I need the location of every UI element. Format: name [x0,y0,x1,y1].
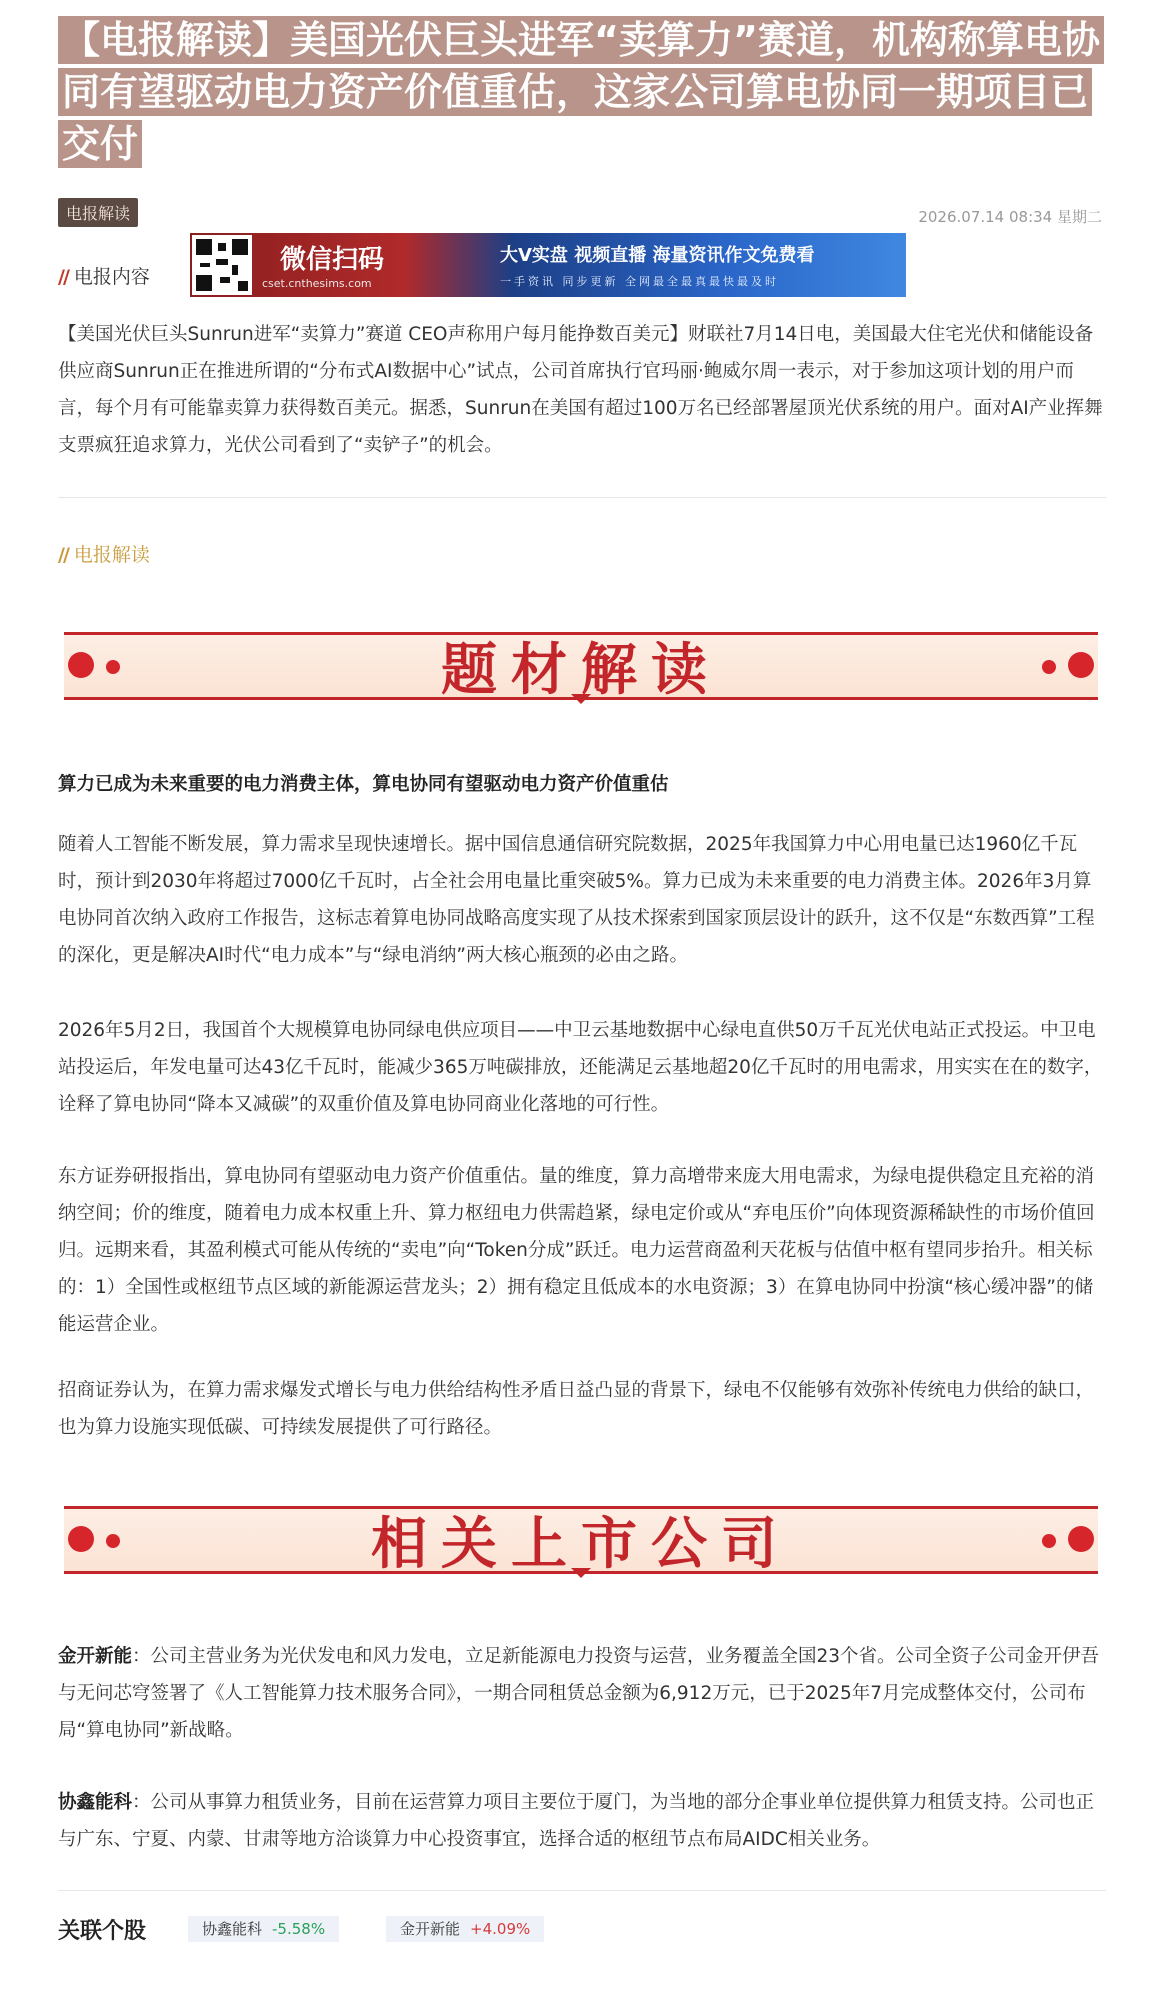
company-desc: ：公司主营业务为光伏发电和风力发电，立足新能源电力投资与运营，业务覆盖全国23个省。公司全资子公司金开伊吾与无问芯穹签署了《人工智能算力技术服务合同》，一期合同租赁总金额为6,912万元，已于2025年7月完成整体交付，公司布局“算电协同”新战略。 [58,1646,1100,1741]
ad-banner[interactable] [190,233,906,297]
company-desc: ：公司从事算力租赁业务，目前在运营算力项目主要位于厦门，为当地的部分企事业单位提供算力租赁支持。公司也正与广东、宁夏、内蒙、甘肃等地方洽谈算力中心投资事宜，选择合适的枢纽节点布局AIDC相关业务。 [58,1792,1095,1850]
topic-analysis-banner [64,622,1098,718]
stock-change: -5.58% [272,1920,326,1938]
stock-name: 金开新能 [400,1920,461,1938]
analysis-paragraph: 东方证券研报指出，算电协同有望驱动电力资产价值重估。量的维度，算力高增带来庞大用电需求，为绿电提供稳定且充裕的消纳空间；价的维度，随着电力成本权重上升、算力枢纽电力供需趋紧，绿电定价或从“弃电压价”向体现资源稀缺性的市场价值回归。远期来看，其盈利模式可能从传统的“卖电”向“Token分成”跃迁。电力运营商盈利天花板与估值中枢有望同步抬升。相关标的：1）全国性或枢纽节点区域的新能源运营龙头；2）拥有稳定且低成本的水电资源；3）在算电协同中扮演“核心缓冲器”的储能运营企业。 [58,1166,1095,1335]
article-title: 【电报解读】美国光伏巨头进军“卖算力”赛道，机构称算电协同有望驱动电力资产价值重估，这家公司算电协同一期项目已交付 [58,14,1108,170]
analysis-paragraph: 招商证券认为，在算力需求爆发式增长与电力供给结构性矛盾日益凸显的背景下，绿电不仅能够有效弥补传统电力供给的缺口，也为算力设施实现低碳、可持续发展提供了可行路径。 [58,1380,1095,1438]
analysis-heading: 算力已成为未来重要的电力消费主体，算电协同有望驱动电力资产价值重估 [58,774,669,795]
analysis-paragraph: 2026年5月2日，我国首个大规模算电协同绿电供应项目——中卫云基地数据中心绿电直供50万千瓦光伏电站正式投运。中卫电站投运后，年发电量可达43亿千瓦时，能减少365万吨碳排放，还能满足云基地超20亿千瓦时的用电需求，用实实在在的数字，诠释了算电协同“降本又减碳”的双重价值及算电协同商业化落地的可行性。 [58,1020,1103,1115]
related-companies-title: 相关上市公司 [371,1511,791,1577]
related-stock-chip[interactable] [188,1916,339,1942]
analysis-section-label: // 电报解读 [58,544,150,566]
company-item [58,1638,1106,1749]
stock-change: +4.09% [470,1920,531,1938]
related-stock-chip[interactable] [386,1916,544,1942]
related-stocks-label: 关联个股 [58,1919,147,1944]
analysis-label-text: 电报解读 [73,544,150,566]
topic-analysis-title: 题材解读 [441,637,721,703]
banner-slogan: 大V实盘 视频直播 海量资讯作文免费看 [500,245,815,266]
stock-name: 协鑫能科 [202,1920,263,1938]
divider [58,1890,1106,1891]
divider [58,497,1106,498]
banner-site: cset.cnthesims.com [262,277,372,290]
publish-date: 2026.07.14 08:34 星期二 [918,208,1102,226]
company-name[interactable]: 协鑫能科 [58,1792,133,1813]
company-name[interactable]: 金开新能 [58,1646,133,1667]
telegram-section-label: // 电报内容 [58,266,150,288]
telegram-label-text: 电报内容 [73,266,150,288]
analysis-paragraph: 随着人工智能不断发展，算力需求呈现快速增长。据中国信息通信研究院数据，2025年我国算力中心用电量已达1960亿千瓦时，预计到2030年将超过7000亿千瓦时，占全社会用电量比重突破5%。算力已成为未来重要的电力消费主体。2026年3月算电协同首次纳入政府工作报告，这标志着算电协同战略高度实现了从技术探索到国家顶层设计的跃升，这不仅是“东数西算”工程的深化，更是解决AI时代“电力成本”与“绿电消纳”两大核心瓶颈的必由之路。 [58,834,1095,966]
qr-code-icon [192,235,252,295]
telegram-content: 【美国光伏巨头Sunrun进军“卖算力”赛道 CEO声称用户每月能挣数百美元】财联社7月14日电，美国最大住宅光伏和储能设备供应商Sunrun正在推进所谓的“分布式AI数据中心”试点，公司首席执行官玛丽·鲍威尔周一表示，对于参加这项计划的用户而言，每个月有可能靠卖算力获得数百美元。据悉，Sunrun在美国有超过100万名已经部署屋顶光伏系统的用户。面对AI产业挥舞支票疯狂追求算力，光伏公司看到了“卖铲子”的机会。 [58,324,1103,456]
banner-scan-text: 微信扫码 [280,245,385,275]
banner-subline: 一手资讯 同步更新 全网最全最真最快最及时 [500,275,779,288]
company-item [58,1784,1106,1858]
related-companies-banner [64,1496,1098,1592]
category-tag[interactable]: 电报解读 [58,198,138,227]
